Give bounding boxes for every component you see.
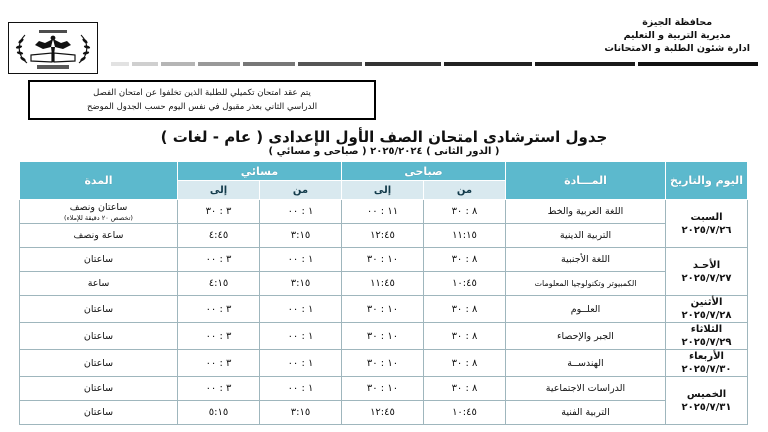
cell-evening-to: ٣ : ٠٠ (178, 248, 260, 272)
cell-duration: ساعتان (20, 350, 178, 377)
cell-morning-from: ٨ : ٣٠ (424, 323, 506, 350)
header-evening-to: إلى (178, 181, 260, 200)
cell-day-date (666, 296, 748, 323)
day-date: ٢٠٢٥/٧/٣٠ (681, 364, 732, 375)
day-date: ٢٠٢٥/٧/٢٦ (681, 224, 732, 236)
header-subject: المـــادة (506, 162, 666, 200)
cell-morning-from: ١٠:٤٥ (424, 401, 506, 425)
cell-morning-from: ٨ : ٣٠ (424, 200, 506, 224)
day-date: ٢٠٢٥/٧/٢٩ (681, 337, 732, 348)
cell-evening-to: ٤:١٥ (178, 272, 260, 296)
cell-day-date (666, 350, 748, 377)
letterhead (0, 0, 768, 76)
organization-header (604, 16, 750, 55)
org-line-administration: ادارة شئون الطلبة و الامتحانات (604, 43, 750, 54)
cell-evening-to: ٥:١٥ (178, 401, 260, 425)
cell-subject: الدراسات الاجتماعية (506, 377, 666, 401)
cell-day-date (666, 200, 748, 248)
cell-subject: اللغة الأجنبية (506, 248, 666, 272)
table-row (20, 377, 748, 401)
header-morning-from: من (424, 181, 506, 200)
cell-morning-to: ١١:٤٥ (342, 272, 424, 296)
cell-evening-from: ٣:١٥ (260, 401, 342, 425)
cell-morning-from: ٨ : ٣٠ (424, 350, 506, 377)
cell-subject: التربية الدينية (506, 224, 666, 248)
cell-subject: الهندســة (506, 350, 666, 377)
cell-morning-to: ١٠ : ٣٠ (342, 296, 424, 323)
cell-evening-from: ١ : ٠٠ (260, 350, 342, 377)
makeup-exam-notice-box (28, 80, 376, 120)
cell-evening-from: ١ : ٠٠ (260, 248, 342, 272)
table-row (20, 296, 748, 323)
cell-evening-from: ٣:١٥ (260, 272, 342, 296)
table-body (20, 200, 748, 425)
cell-duration: ساعة ونصف (20, 224, 178, 248)
duration-note: (تخصص ٢٠ دقيقة للإملاء) (64, 213, 133, 222)
day-name: الأربعاء (689, 351, 724, 362)
notice-line-1: يتم عقد امتحان تكميلي للطلبة الذين تخلفوا عن امتحان الفصل (93, 88, 311, 98)
cell-subject: الكمبيوتر وتكنولوجيا المعلومات (506, 272, 666, 296)
cell-morning-from: ٨ : ٣٠ (424, 248, 506, 272)
day-name: الخميس (686, 388, 727, 400)
cell-evening-from: ١ : ٠٠ (260, 377, 342, 401)
header-evening-from: من (260, 181, 342, 200)
cell-morning-from: ١٠:٤٥ (424, 272, 506, 296)
cell-evening-to: ٣ : ٠٠ (178, 350, 260, 377)
cell-evening-from: ٣:١٥ (260, 224, 342, 248)
day-name: الأثنين (690, 297, 723, 308)
cell-duration: ساعتان (20, 248, 178, 272)
cell-morning-to: ١٢:٤٥ (342, 224, 424, 248)
table-row (20, 200, 748, 224)
cell-duration: ساعتان (20, 323, 178, 350)
cell-morning-to: ١٠ : ٣٠ (342, 350, 424, 377)
cell-morning-from: ١١:١٥ (424, 224, 506, 248)
exam-schedule-table (19, 161, 748, 425)
cell-morning-to: ١٠ : ٣٠ (342, 323, 424, 350)
cell-duration: ساعتان (20, 377, 178, 401)
page-subtitle: ( الدور الثانى ) ٢٠٢٥/٢٠٢٤ ( صباحى و مسائي ) (268, 146, 500, 157)
cell-duration: ساعتان (20, 296, 178, 323)
day-date: ٢٠٢٥/٧/٢٨ (681, 310, 732, 321)
header-day-date: اليوم والتاريخ (666, 162, 748, 200)
cell-evening-from: ١ : ٠٠ (260, 200, 342, 224)
cell-evening-to: ٤:٤٥ (178, 224, 260, 248)
cell-day-date (666, 248, 748, 296)
cell-subject: اللغة العربية والخط (506, 200, 666, 224)
cell-duration: ساعتان ونصف (تخصص ٢٠ دقيقة للإملاء) (20, 200, 178, 224)
cell-evening-to: ٣ : ٠٠ (178, 377, 260, 401)
notice-line-2: الدراسي الثاني بعذر مقبول في نفس اليوم حسب الجدول الموضح (86, 102, 318, 112)
org-line-governorate: محافظة الجيزة (642, 17, 713, 28)
cell-evening-from: ١ : ٠٠ (260, 323, 342, 350)
table-row (20, 224, 748, 248)
table-row (20, 350, 748, 377)
org-line-directorate: مديرية التربية و التعليم (623, 30, 731, 41)
exam-schedule-table-wrap (20, 161, 748, 425)
table-row (20, 272, 748, 296)
table-row (20, 323, 748, 350)
cell-evening-to: ٣ : ٠٠ (178, 296, 260, 323)
cell-morning-to: ١٠ : ٣٠ (342, 377, 424, 401)
day-name: الأحـد (692, 259, 721, 271)
cell-subject: التربية الفنية (506, 401, 666, 425)
header-morning-to: إلى (342, 181, 424, 200)
cell-duration: ساعة (20, 272, 178, 296)
letterhead-divider-rule (98, 60, 758, 68)
header-duration: المدة (20, 162, 178, 200)
ministry-emblem-logo (8, 22, 98, 74)
cell-subject: العلــوم (506, 296, 666, 323)
day-date: ٢٠٢٥/٧/٣١ (681, 401, 732, 413)
day-name: الثلاثاء (690, 324, 723, 335)
cell-evening-from: ١ : ٠٠ (260, 296, 342, 323)
cell-subject: الجبر والإحصاء (506, 323, 666, 350)
cell-morning-to: ١٢:٤٥ (342, 401, 424, 425)
cell-morning-from: ٨ : ٣٠ (424, 377, 506, 401)
cell-day-date (666, 377, 748, 425)
cell-morning-to: ١١ : ٠٠ (342, 200, 424, 224)
cell-duration: ساعتان (20, 401, 178, 425)
header-evening: مسائي (178, 162, 342, 181)
cell-morning-from: ٨ : ٣٠ (424, 296, 506, 323)
cell-day-date (666, 323, 748, 350)
header-morning: صباحى (342, 162, 506, 181)
cell-evening-to: ٣ : ٠٠ (178, 323, 260, 350)
table-header-row-1 (20, 162, 748, 181)
table-row (20, 248, 748, 272)
cell-morning-to: ١٠ : ٣٠ (342, 248, 424, 272)
cell-evening-to: ٣ : ٣٠ (178, 200, 260, 224)
table-row (20, 401, 748, 425)
day-date: ٢٠٢٥/٧/٢٧ (681, 272, 732, 284)
table-head (20, 162, 748, 200)
day-name: السبت (690, 211, 723, 223)
page-title: جدول استرشادى امتحان الصف الأول الإعدادى ( عام - لغات ) (160, 128, 608, 146)
